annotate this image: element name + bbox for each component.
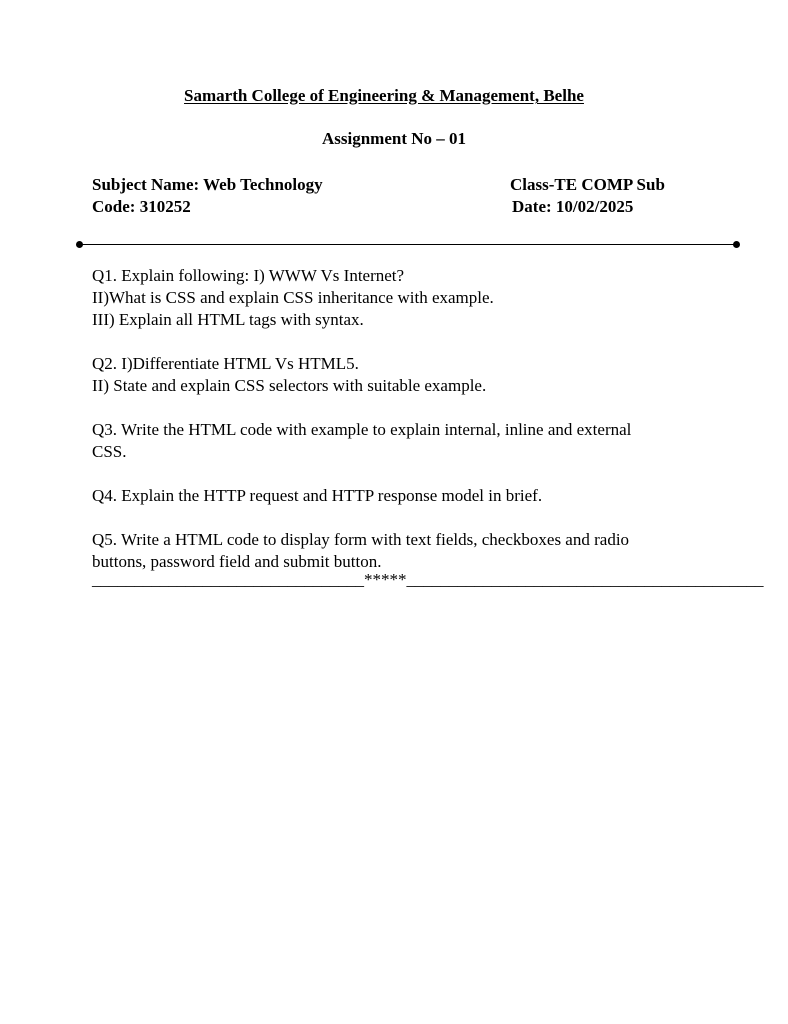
q5-line2: buttons, password field and submit button. [92,552,382,571]
q5-line1: Q5. Write a HTML code to display form with text fields, checkboxes and radio [92,530,630,549]
divider-left-dot [76,241,83,248]
q2-line1: Q2. I)Differentiate HTML Vs HTML5. [92,354,359,373]
spacer [92,463,692,485]
college-name: Samarth College of Engineering & Management, Belhe [184,86,584,105]
q4-line1: Q4. Explain the HTTP request and HTTP response model in brief. [92,486,543,505]
q1-line2: II)What is CSS and explain CSS inheritance with example. [92,288,494,307]
college-heading [0,86,768,106]
divider-right-dot [733,241,740,248]
q3-line2: CSS. [92,442,127,461]
spacer [92,331,692,353]
subject-name: Subject Name: Web Technology [92,175,323,194]
q3-line1: Q3. Write the HTML code with example to explain internal, inline and external [92,420,632,439]
question-list [92,265,764,591]
footer-separator: ________________________________*****__________________________________________ [92,570,764,589]
spacer [92,507,692,529]
q1-line1: Q1. Explain following: I) WWW Vs Internet? [92,266,405,285]
spacer [92,397,692,419]
q2-line2: II) State and explain CSS selectors with suitable example. [92,376,487,395]
q1-line3: III) Explain all HTML tags with syntax. [92,310,364,329]
date-label: Date: 10/02/2025 [512,197,634,216]
subject-code: Code: 310252 [92,197,191,216]
divider-line [79,244,737,245]
assignment-title: Assignment No – 01 [321,129,467,148]
class-label: Class-TE COMP Sub [510,175,665,194]
